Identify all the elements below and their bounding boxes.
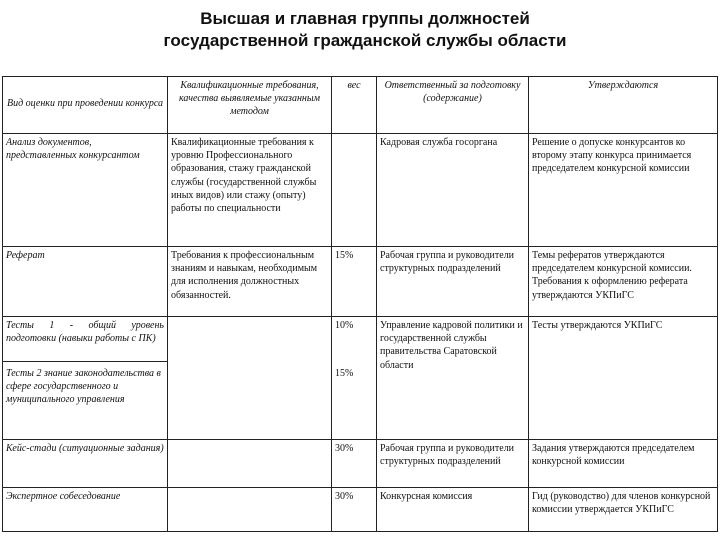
positions-table — [2, 76, 718, 532]
table-row — [3, 440, 718, 488]
header-responsible: Ответственный за подготовку (содержание) — [377, 77, 529, 134]
cell-responsible: Управление кадровой политики и государственной службы правительства Саратовской области — [377, 317, 529, 440]
cell-approved: Тесты утверждаются УКПиГС — [529, 317, 718, 440]
header-method: Вид оценки при проведении конкурса — [3, 77, 168, 134]
cell-method-tests-2: Тесты 2 знание законодательства в сфере государственного и муниципального управления — [6, 368, 161, 406]
cell-responsible: Кадровая служба госоргана — [377, 134, 529, 247]
cell-responsible: Рабочая группа и руководители структурных подразделений — [377, 247, 529, 317]
table-row — [3, 317, 718, 440]
cell-weight: 15% — [332, 247, 377, 317]
cell-responsible: Конкурсная комиссия — [377, 488, 529, 532]
title-line-2: государственной гражданской службы области — [163, 31, 567, 50]
cell-weight-tests-2: 15% — [335, 368, 354, 379]
table-row — [3, 488, 718, 532]
header-approved: Утверждаются — [529, 77, 718, 134]
table-header-row — [3, 77, 718, 134]
table-row — [3, 134, 718, 247]
cell-requirements — [168, 440, 332, 488]
cell-weight: 30% — [332, 488, 377, 532]
cell-method: Анализ документов, представленных конкурсантом — [3, 134, 168, 247]
header-requirements: Квалификационные требования, качества выявляемые указанным методом — [168, 77, 332, 134]
cell-method-tests-1: Тесты 1 - общий уровень подготовки (навыки работы с ПК) — [6, 320, 164, 345]
cell-weight — [332, 134, 377, 247]
cell-approved: Решение о допуске конкурсантов ко второму этапу конкурса принимается председателем конкурсной комиссии — [529, 134, 718, 247]
cell-approved: Гид (руководство) для членов конкурсной комиссии утверждается УКПиГС — [529, 488, 718, 532]
cell-requirements: Требования к профессиональным знаниям и навыкам, необходимым для исполнения должностных обязанностей. — [168, 247, 332, 317]
cell-weight-split — [332, 317, 377, 440]
cell-method: Реферат — [3, 247, 168, 317]
cell-approved: Задания утверждаются председателем конкурсной комиссии — [529, 440, 718, 488]
cell-requirements — [168, 488, 332, 532]
header-weight: вес — [332, 77, 377, 134]
cell-method-split — [3, 317, 168, 440]
cell-weight-tests-1: 10% — [335, 320, 354, 331]
page-title — [0, 8, 720, 52]
cell-approved: Темы рефератов утверждаются председателем конкурсной комиссии. Требования к оформлению реферата утверждаются УКПиГС — [529, 247, 718, 317]
split-divider — [3, 361, 167, 362]
cell-responsible: Рабочая группа и руководители структурных подразделений — [377, 440, 529, 488]
table-row — [3, 247, 718, 317]
cell-weight: 30% — [332, 440, 377, 488]
cell-requirements — [168, 317, 332, 440]
cell-method: Кейс-стади (ситуационные задания) — [3, 440, 168, 488]
title-line-1: Высшая и главная группы должностей — [200, 9, 530, 28]
cell-method: Экспертное собеседование — [3, 488, 168, 532]
cell-requirements: Квалификационные требования к уровню Профессионального образования, стажу гражданской службы (государственной службы иных видов) или стажу (опыту) работы по специальности — [168, 134, 332, 247]
